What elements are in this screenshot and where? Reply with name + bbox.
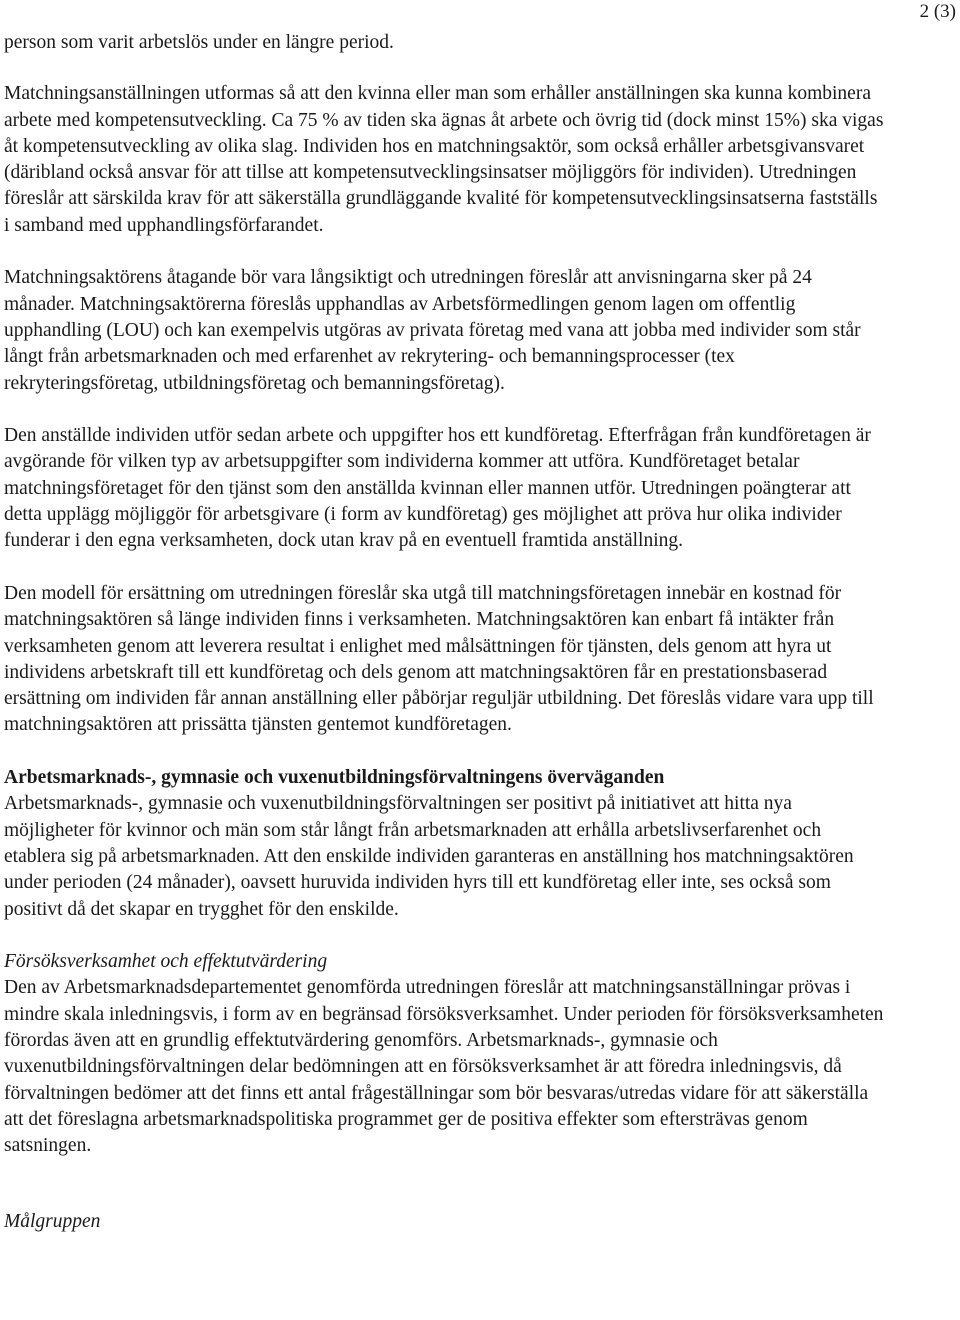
paragraph-kundforetag: Den anställde individen utför sedan arbete och uppgifter hos ett kundföretag. Efterfrågan från kundföretagen är avgörande för vilken typ av arbetsuppgifter som individerna kommer att utföra. Kundföretaget betalar matchningsföretaget för den tjänst som den anställda kvinnan eller mannen utför. Utredningen poängterar att detta upplägg möjliggör för arbetsgivare (i form av kundföretag) ges möjlighet att pröva hur olika individer funderar i den egna verksamheten, dock utan krav på en eventuell framtida anställning. xyxy=(4,425,871,552)
section-heading-overvaganden: Arbetsmarknads-, gymnasie och vuxenutbildningsförvaltningens överväganden xyxy=(4,767,665,789)
section-overvaganden xyxy=(4,765,884,923)
page-number: 2 (3) xyxy=(919,1,956,22)
paragraph-matchningsaktor: Matchningsaktörens åtagande bör vara långsiktigt och utredningen föreslår att anvisningarna sker på 24 månader. Matchningsaktörerna föreslås upphandlas av Arbetsförmedlingen genom lagen om offentlig upphandling (LOU) och kan exempelvis utgöras av privata företag med vana att jobba med individer som står långt från arbetsmarknaden och med erfarenhet av rekrytering- och bemanningsprocesser (tex rekryteringsföretag, utbildningsföretag och bemanningsföretag). xyxy=(4,267,861,394)
paragraph-continuation: person som varit arbetslös under en längre period. xyxy=(4,32,394,53)
paragraph-ersattning: Den modell för ersättning om utredningen föreslår ska utgå till matchningsföretagen innebär en kostnad för matchningsaktören så länge individen finns i verksamheten. Matchningsaktören kan enbart få intäkter från verksamheten genom att leverera resultat i enlighet med målsättningen för tjänsten, dels genom att hyra ut individens arbetskraft till ett kundföretag och dels genom att matchningsaktören får en prestationsbaserad ersättning om individen får annan anställning eller påbörjar reguljär utbildning. Det föreslås vidare vara upp till matchningsaktören att prissätta tjänsten gentemot kundföretagen. xyxy=(4,582,874,736)
paragraph-overvaganden: Arbetsmarknads-, gymnasie och vuxenutbildningsförvaltningen ser positivt på initiativet att hitta nya möjligheter för kvinnor och män som står långt från arbetsmarknaden att erhålla arbetslivserfarenhet och etablera sig på arbetsmarknaden. Att den enskilde individen garanteras en anställning hos matchningsaktören under perioden (24 månader), oavsett huruvida individen hyrs till ett kundföretag eller inte, ses också som positivt då det skapar en trygghet för den enskilde. xyxy=(4,793,854,920)
paragraph-matchningsanstallning: Matchningsanställningen utformas så att den kvinna eller man som erhåller anställningen ska kunna kombinera arbete med kompetensutveckling. Ca 75 % av tiden ska ägnas åt arbete och övrig tid (dock minst 15%) ska vigas åt kompetensutveckling av olika slag. Individen hos en matchningsaktör, som också erhåller arbetsgivansvaret (däribland också ansvar för att tillse att kompetensutvecklingsinsatser möjliggörs för individen). Utredningen föreslår att särskilda krav för att säkerställa grundläggande kvalité för kompetensutvecklingsinsatserna fastställs i samband med upphandlingsförfarandet. xyxy=(4,83,884,236)
document-body xyxy=(4,30,884,1236)
section-heading-forsoksverksamhet: Försöksverksamhet och effektutvärdering xyxy=(4,951,328,973)
paragraph-forsoksverksamhet: Den av Arbetsmarknadsdepartementet genomförda utredningen föreslår att matchningsanställningar prövas i mindre skala inledningsvis, i form av en begränsad försöksverksamhet. Under perioden för försöksverksamheten förordas även att en grundlig effektutvärdering genomförs. Arbetsmarknads-, gymnasie och vuxenutbildningsförvaltningen delar bedömningen att en försöksverksamhet är att föredra inledningsvis, då förvaltningen bedömer att det finns ett antal frågeställningar som bör besvaras/utredas vidare för att säkerställa att det föreslagna arbetsmarknadspolitiska programmet ger de positiva effekter som eftersträvas genom satsningen. xyxy=(4,977,884,1157)
section-forsoksverksamhet xyxy=(4,949,884,1159)
section-malgruppen xyxy=(4,1209,884,1235)
section-heading-malgruppen: Målgruppen xyxy=(4,1211,101,1233)
